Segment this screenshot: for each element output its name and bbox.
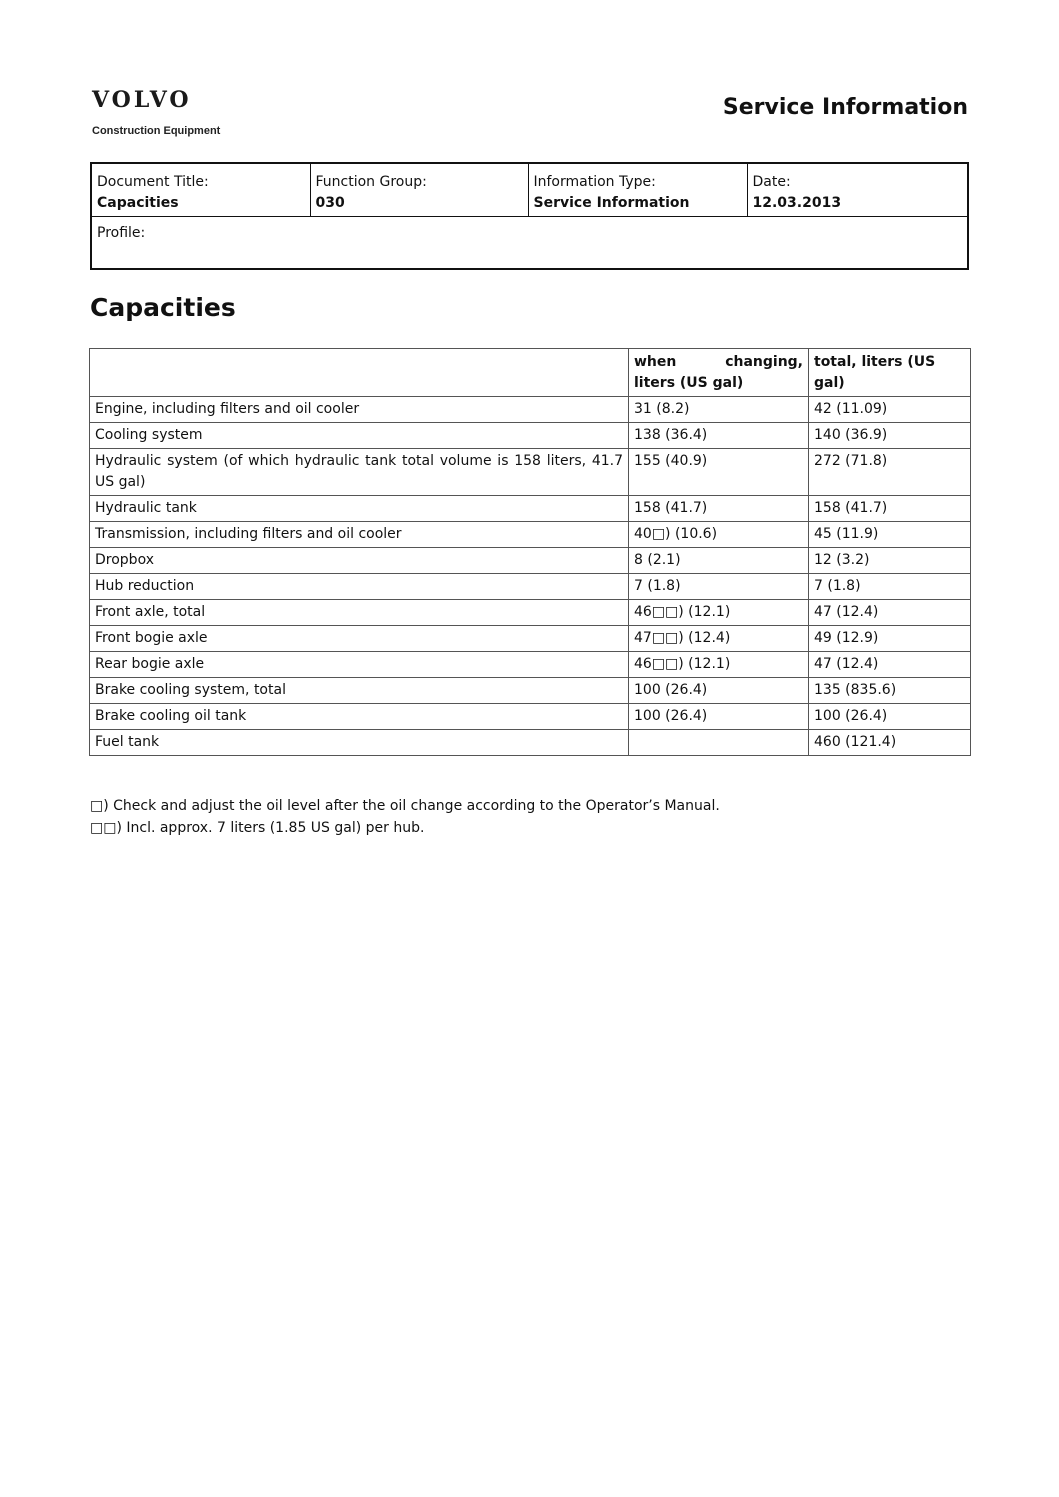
changing-cell: 100 (26.4) <box>629 704 809 730</box>
item-cell: Engine, including filters and oil cooler <box>90 397 629 423</box>
volvo-logo <box>92 89 262 137</box>
column-header-total: total, liters (US gal) <box>809 349 971 397</box>
table-row <box>90 522 971 548</box>
table-row <box>90 730 971 756</box>
item-cell: Brake cooling system, total <box>90 678 629 704</box>
item-cell: Transmission, including filters and oil cooler <box>90 522 629 548</box>
profile-label: Profile: <box>97 225 146 241</box>
item-cell: Hydraulic system (of which hydraulic tank total volume is 158 liters, 41.7 US gal) <box>90 449 629 496</box>
total-cell: 47 (12.4) <box>809 652 971 678</box>
footnotes <box>90 795 720 839</box>
table-row <box>90 626 971 652</box>
table-row <box>90 574 971 600</box>
changing-cell <box>629 730 809 756</box>
table-row <box>90 397 971 423</box>
logo-subtitle: Construction Equipment <box>92 125 221 137</box>
changing-cell: 158 (41.7) <box>629 496 809 522</box>
changing-cell: 8 (2.1) <box>629 548 809 574</box>
table-row <box>90 678 971 704</box>
table-row <box>90 600 971 626</box>
total-cell: 47 (12.4) <box>809 600 971 626</box>
column-header-item <box>90 349 629 397</box>
date-value: 12.03.2013 <box>752 195 842 211</box>
function-group-value: 030 <box>315 195 345 211</box>
changing-cell: 7 (1.8) <box>629 574 809 600</box>
item-cell: Hydraulic tank <box>90 496 629 522</box>
document-type-title: Service Information <box>722 95 968 120</box>
table-row <box>90 704 971 730</box>
document-title-value: Capacities <box>97 195 179 211</box>
changing-cell: 138 (36.4) <box>629 423 809 449</box>
total-cell: 140 (36.9) <box>809 423 971 449</box>
total-cell: 45 (11.9) <box>809 522 971 548</box>
table-row <box>90 652 971 678</box>
table-row <box>90 423 971 449</box>
table-row <box>90 449 971 496</box>
item-cell: Front axle, total <box>90 600 629 626</box>
document-title-label: Document Title: <box>97 174 209 190</box>
item-cell: Fuel tank <box>90 730 629 756</box>
total-cell: 158 (41.7) <box>809 496 971 522</box>
total-cell: 135 (835.6) <box>809 678 971 704</box>
page-heading: Capacities <box>90 293 236 322</box>
information-type-value: Service Information <box>533 195 690 211</box>
table-row <box>90 548 971 574</box>
changing-cell: 31 (8.2) <box>629 397 809 423</box>
total-cell: 7 (1.8) <box>809 574 971 600</box>
item-cell: Brake cooling oil tank <box>90 704 629 730</box>
item-cell: Front bogie axle <box>90 626 629 652</box>
changing-cell: 40□) (10.6) <box>629 522 809 548</box>
total-cell: 100 (26.4) <box>809 704 971 730</box>
total-cell: 42 (11.09) <box>809 397 971 423</box>
date-label: Date: <box>752 174 791 190</box>
changing-cell: 155 (40.9) <box>629 449 809 496</box>
document-metadata-table <box>90 162 969 270</box>
footnote-hub: □□) Incl. approx. 7 liters (1.85 US gal) per hub. <box>90 820 425 836</box>
metadata-row <box>91 163 968 217</box>
function-group-cell <box>310 163 528 217</box>
profile-row <box>91 217 968 270</box>
total-cell: 272 (71.8) <box>809 449 971 496</box>
total-cell: 460 (121.4) <box>809 730 971 756</box>
document-title-cell <box>91 163 310 217</box>
footnote-oil-level: □) Check and adjust the oil level after the oil change according to the Operator’s Manual. <box>90 798 720 814</box>
changing-cell: 46□□) (12.1) <box>629 600 809 626</box>
item-cell: Rear bogie axle <box>90 652 629 678</box>
changing-cell: 47□□) (12.4) <box>629 626 809 652</box>
information-type-cell <box>528 163 747 217</box>
changing-cell: 46□□) (12.1) <box>629 652 809 678</box>
total-cell: 12 (3.2) <box>809 548 971 574</box>
logo-wordmark: VOLVO <box>92 87 192 113</box>
item-cell: Hub reduction <box>90 574 629 600</box>
capacities-table <box>89 348 971 756</box>
function-group-label: Function Group: <box>315 174 427 190</box>
changing-cell: 100 (26.4) <box>629 678 809 704</box>
table-row <box>90 496 971 522</box>
information-type-label: Information Type: <box>533 174 656 190</box>
total-cell: 49 (12.9) <box>809 626 971 652</box>
column-header-when-changing: when changing, liters (US gal) <box>629 349 809 397</box>
profile-cell <box>91 217 968 270</box>
date-cell <box>747 163 968 217</box>
item-cell: Cooling system <box>90 423 629 449</box>
table-header-row <box>90 349 971 397</box>
item-cell: Dropbox <box>90 548 629 574</box>
